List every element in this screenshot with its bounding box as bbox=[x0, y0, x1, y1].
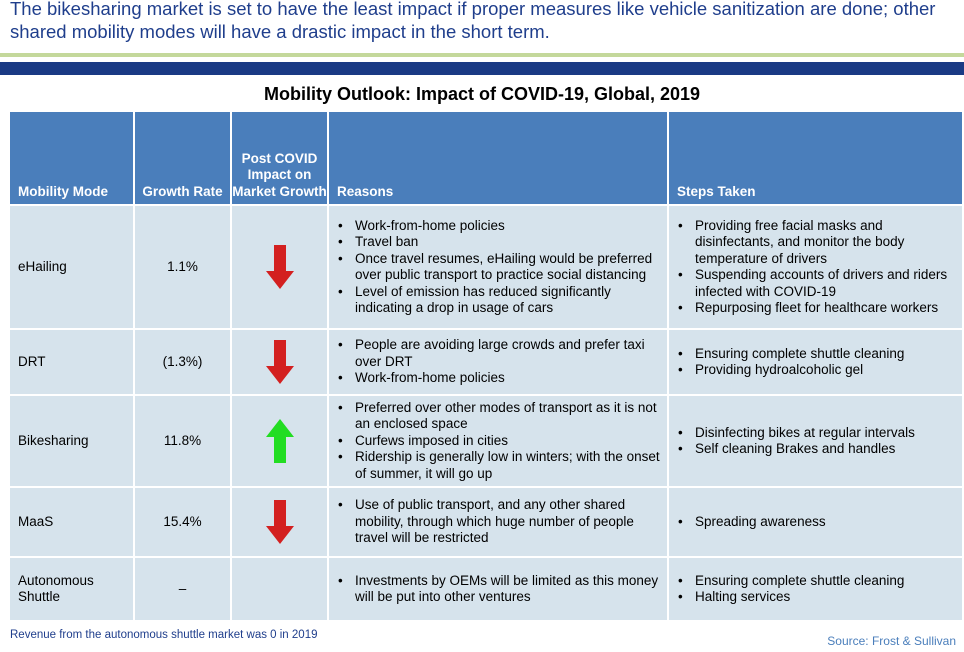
cell-mobility-mode: eHailing bbox=[10, 206, 133, 328]
mobility-outlook-table bbox=[8, 110, 964, 622]
steps-bullet: • Providing free facial masks and disinfectants, and monitor the body temperature of drivers bbox=[677, 218, 956, 268]
headline: The bikesharing market is set to have the least impact if proper measures like vehicle sanitization are done; other shared mobility modes will have a drastic impact in the short term. bbox=[10, 0, 936, 42]
down-arrow-icon bbox=[266, 340, 294, 384]
steps-bullet: • Providing hydroalcoholic gel bbox=[677, 362, 956, 379]
cell-mobility-mode: Autonomous Shuttle bbox=[10, 558, 133, 620]
header-steps-taken: Steps Taken bbox=[669, 112, 962, 204]
cell-impact bbox=[232, 396, 327, 486]
cell-reasons bbox=[329, 206, 667, 328]
header-reasons: Reasons bbox=[329, 112, 667, 204]
cell-growth-rate: 11.8% bbox=[135, 396, 230, 486]
steps-bullet: • Self cleaning Brakes and handles bbox=[677, 441, 956, 458]
header-growth-rate: Growth Rate bbox=[135, 112, 230, 204]
table-row bbox=[10, 396, 962, 486]
reasons-bullet: • Investments by OEMs will be limited as this money will be put into other ventures bbox=[337, 573, 661, 606]
cell-impact bbox=[232, 206, 327, 328]
reasons-bullet: • Travel ban bbox=[337, 234, 661, 251]
table-row bbox=[10, 330, 962, 394]
cell-reasons bbox=[329, 488, 667, 556]
reasons-bullet: • Curfews imposed in cities bbox=[337, 433, 661, 450]
steps-bullet: • Suspending accounts of drivers and riders infected with COVID-19 bbox=[677, 267, 956, 300]
reasons-bullet: • Ridership is generally low in winters; with the onset of summer, it will go up bbox=[337, 449, 661, 482]
table-row bbox=[10, 488, 962, 556]
cell-steps bbox=[669, 330, 962, 394]
cell-reasons bbox=[329, 558, 667, 620]
reasons-list bbox=[337, 337, 661, 387]
cell-reasons bbox=[329, 396, 667, 486]
down-arrow-icon bbox=[266, 245, 294, 289]
cell-steps bbox=[669, 206, 962, 328]
cell-steps bbox=[669, 396, 962, 486]
cell-steps bbox=[669, 558, 962, 620]
steps-list bbox=[677, 218, 956, 317]
reasons-list bbox=[337, 400, 661, 483]
cell-steps bbox=[669, 488, 962, 556]
cell-mobility-mode: Bikesharing bbox=[10, 396, 133, 486]
cell-growth-rate: 1.1% bbox=[135, 206, 230, 328]
cell-impact bbox=[232, 330, 327, 394]
reasons-bullet: • Work-from-home policies bbox=[337, 218, 661, 235]
footnote: Revenue from the autonomous shuttle market was 0 in 2019 bbox=[10, 629, 318, 641]
cell-mobility-mode: DRT bbox=[10, 330, 133, 394]
steps-bullet: • Repurposing fleet for healthcare workers bbox=[677, 300, 956, 317]
steps-bullet: • Spreading awareness bbox=[677, 514, 956, 531]
steps-bullet: • Disinfecting bikes at regular intervals bbox=[677, 425, 956, 442]
table-row bbox=[10, 558, 962, 620]
steps-list bbox=[677, 573, 956, 606]
source-credit: Source: Frost & Sullivan bbox=[827, 634, 956, 648]
header-post-covid-impact: Post COVID Impact on Market Growth bbox=[232, 112, 327, 204]
steps-list bbox=[677, 425, 956, 458]
cell-growth-rate: (1.3%) bbox=[135, 330, 230, 394]
down-arrow-icon bbox=[266, 500, 294, 544]
reasons-bullet: • People are avoiding large crowds and prefer taxi over DRT bbox=[337, 337, 661, 370]
header-mobility-mode: Mobility Mode bbox=[10, 112, 133, 204]
reasons-list bbox=[337, 218, 661, 317]
steps-bullet: • Ensuring complete shuttle cleaning bbox=[677, 573, 956, 590]
divider-dark bbox=[0, 62, 964, 75]
steps-bullet: • Ensuring complete shuttle cleaning bbox=[677, 346, 956, 363]
cell-growth-rate: 15.4% bbox=[135, 488, 230, 556]
reasons-bullet: • Work-from-home policies bbox=[337, 370, 661, 387]
cell-impact bbox=[232, 488, 327, 556]
table-row bbox=[10, 206, 962, 328]
steps-list bbox=[677, 514, 956, 531]
reasons-bullet: • Level of emission has reduced significantly indicating a drop in usage of cars bbox=[337, 284, 661, 317]
cell-impact bbox=[232, 558, 327, 620]
reasons-list bbox=[337, 573, 661, 606]
cell-reasons bbox=[329, 330, 667, 394]
cell-mobility-mode: MaaS bbox=[10, 488, 133, 556]
table-title: Mobility Outlook: Impact of COVID-19, Global, 2019 bbox=[263, 84, 701, 104]
reasons-bullet: • Use of public transport, and any other shared mobility, through which huge number of people travel will be restricted bbox=[337, 497, 661, 547]
cell-growth-rate: – bbox=[135, 558, 230, 620]
steps-list bbox=[677, 346, 956, 379]
reasons-bullet: • Once travel resumes, eHailing would be preferred over public transport to practice social distancing bbox=[337, 251, 661, 284]
up-arrow-icon bbox=[266, 419, 294, 463]
reasons-bullet: • Preferred over other modes of transport as it is not an enclosed space bbox=[337, 400, 661, 433]
steps-bullet: • Halting services bbox=[677, 589, 956, 606]
divider-light bbox=[0, 53, 964, 57]
reasons-list bbox=[337, 497, 661, 547]
